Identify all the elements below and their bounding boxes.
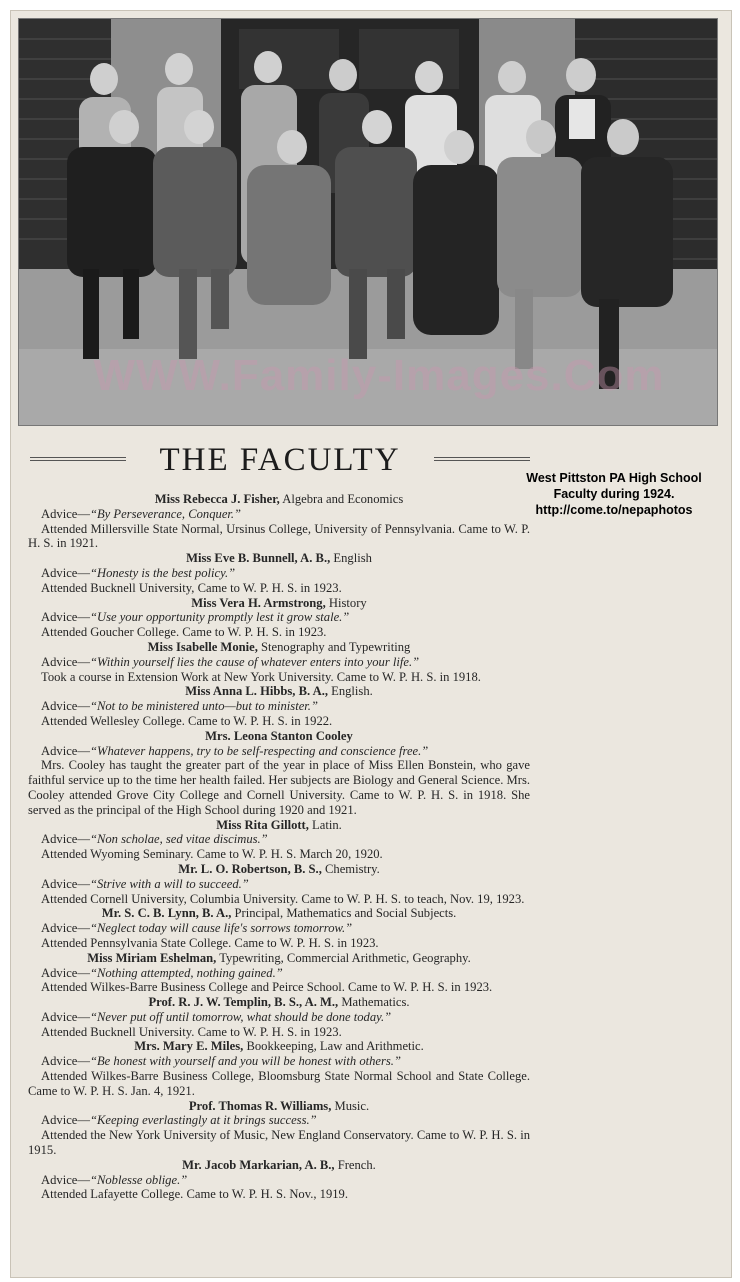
faculty-subject: Bookkeeping, Law and Arithmetic. <box>243 1039 424 1054</box>
faculty-subject: Principal, Mathematics and Social Subjects. <box>231 906 457 921</box>
faculty-name: Miss Rebecca J. Fisher, <box>154 492 280 506</box>
faculty-name: Mr. S. C. B. Lynn, B. A., <box>101 906 232 921</box>
advice-quote: “Neglect today will cause life's sorrows tomorrow.” <box>89 921 353 936</box>
advice-quote: “Strive with a will to succeed.” <box>89 876 249 891</box>
faculty-name: Miss Isabelle Monie, <box>147 639 258 654</box>
faculty-subject: Latin. <box>308 817 342 832</box>
advice-label: Advice— <box>41 743 90 758</box>
entry-advice <box>28 1173 530 1188</box>
faculty-entry <box>28 906 530 950</box>
faculty-entry <box>28 551 530 595</box>
faculty-entry <box>28 492 530 551</box>
caption-line-1: West Pittston PA High School <box>526 471 702 485</box>
faculty-name: Mrs. Leona Stanton Cooley <box>205 728 353 743</box>
faculty-name: Miss Vera H. Armstrong, <box>191 595 326 610</box>
entry-heading <box>28 1039 530 1054</box>
title-rule-right <box>434 457 530 461</box>
advice-quote: “Not to be ministered unto—but to minister.” <box>89 699 318 714</box>
entry-advice <box>28 877 530 892</box>
entry-heading <box>28 818 530 833</box>
entry-advice <box>28 699 530 714</box>
entry-advice <box>28 1010 530 1025</box>
advice-quote: “Noblesse oblige.” <box>89 1172 188 1187</box>
advice-label: Advice— <box>41 921 90 936</box>
faculty-subject: Chemistry. <box>321 861 380 876</box>
entry-body: Attended Goucher College. Came to W. P. H. S. in 1923. <box>41 625 327 640</box>
entry-heading <box>28 729 530 744</box>
faculty-subject: French. <box>334 1157 376 1172</box>
entry-body: Attended Wellesley College. Came to W. P. H. S. in 1922. <box>41 713 333 728</box>
advice-quote: “Within yourself lies the cause of whatever enters into your life.” <box>89 654 420 669</box>
advice-label: Advice— <box>41 699 90 714</box>
entry-advice <box>28 921 530 936</box>
faculty-subject: Typewriting, Commercial Arithmetic, Geography. <box>216 950 471 965</box>
caption-url[interactable]: http://come.to/nepaphotos <box>535 503 693 517</box>
faculty-subject: English <box>330 551 372 566</box>
entry-body: Attended Lafayette College. Came to W. P. H. S. Nov., 1919. <box>41 1187 348 1202</box>
entry-heading <box>28 995 530 1010</box>
faculty-entry <box>28 729 530 818</box>
entry-body: Took a course in Extension Work at New York University. Came to W. P. H. S. in 1918. <box>41 669 481 684</box>
faculty-entry <box>28 684 530 728</box>
faculty-name: Mr. L. O. Robertson, B. S., <box>178 861 322 876</box>
advice-label: Advice— <box>41 1113 90 1128</box>
advice-quote: “By Perseverance, Conquer.” <box>89 506 242 521</box>
faculty-name: Prof. Thomas R. Williams, <box>188 1098 332 1113</box>
entry-advice <box>28 966 530 981</box>
entry-heading <box>28 951 530 966</box>
advice-label: Advice— <box>41 1054 90 1069</box>
entry-advice <box>28 744 530 759</box>
faculty-name: Mrs. Mary E. Miles, <box>134 1039 244 1054</box>
faculty-subject: Mathematics. <box>338 995 410 1010</box>
entry-body: Attended Bucknell University, Came to W. P. H. S. in 1923. <box>41 580 342 595</box>
faculty-subject: English. <box>328 684 373 699</box>
faculty-entry <box>28 640 530 684</box>
entry-heading <box>28 492 530 507</box>
faculty-entry <box>28 1158 530 1202</box>
advice-quote: “Never put off until tomorrow, what should be done today.” <box>89 1009 392 1024</box>
faculty-entry <box>28 995 530 1039</box>
entry-body: Attended Wilkes-Barre Business College and Peirce School. Came to W. P. H. S. in 1923. <box>41 980 493 995</box>
entry-heading <box>28 862 530 877</box>
advice-label: Advice— <box>41 654 90 669</box>
faculty-name: Miss Anna L. Hibbs, B. A., <box>185 684 328 699</box>
entry-body: Attended Millersville State Normal, Ursinus College, University of Pennsylvania. Came to W. P. H. S. in 1921. <box>28 521 530 551</box>
faculty-subject: Music. <box>331 1098 370 1113</box>
advice-label: Advice— <box>41 1009 90 1024</box>
faculty-entry <box>28 1039 530 1098</box>
faculty-entry <box>28 818 530 862</box>
entry-heading <box>28 1158 530 1173</box>
entry-body: Attended Wyoming Seminary. Came to W. P. H. S. March 20, 1920. <box>41 847 383 862</box>
faculty-list <box>28 492 530 1202</box>
advice-quote: “Nothing attempted, nothing gained.” <box>89 965 283 980</box>
advice-label: Advice— <box>41 565 90 580</box>
entry-body: Mrs. Cooley has taught the greater part of the year in place of Miss Ellen Bonstein, who gave faithful service up to the time her health failed. Her subjects are Biology and General Science. Mrs. Cooley attended Grove City College and Cornell University. Came to W. P. H. S. in 1918. She served as the principal of the High School during 1920 and 1921. <box>28 758 530 817</box>
faculty-subject: Stenography and Typewriting <box>257 639 411 654</box>
section-title: THE FACULTY <box>159 442 401 478</box>
entry-heading <box>28 684 530 699</box>
entry-heading <box>28 596 530 611</box>
faculty-name: Miss Eve B. Bunnell, A. B., <box>186 551 331 566</box>
faculty-name: Mr. Jacob Markarian, A. B., <box>182 1157 335 1172</box>
caption-line-2: Faculty during 1924. <box>553 487 675 501</box>
entry-body: Attended Wilkes-Barre Business College, Bloomsburg State Normal School and State College. Came to W. P. H. S. Jan. 4, 1921. <box>28 1069 530 1098</box>
faculty-entry <box>28 596 530 640</box>
faculty-name: Miss Miriam Eshelman, <box>87 950 217 965</box>
photo-caption <box>494 470 734 518</box>
faculty-name: Prof. R. J. W. Templin, B. S., A. M., <box>148 995 339 1010</box>
faculty-entry <box>28 862 530 906</box>
entry-heading <box>28 640 530 655</box>
advice-label: Advice— <box>41 1172 90 1187</box>
advice-label: Advice— <box>41 832 90 847</box>
entry-body: Attended the New York University of Music, New England Conservatory. Came to W. P. H. S. in 1915. <box>28 1128 530 1158</box>
section-title-row <box>30 440 530 480</box>
entry-heading <box>28 551 530 566</box>
entry-heading <box>28 906 530 921</box>
entry-advice <box>28 610 530 625</box>
advice-quote: “Non scholae, sed vitae discimus.” <box>89 832 268 847</box>
entry-heading <box>28 1099 530 1114</box>
entry-body: Attended Pennsylvania State College. Came to W. P. H. S. in 1923. <box>41 935 379 950</box>
entry-advice <box>28 1054 530 1069</box>
faculty-group-photo <box>18 18 718 426</box>
advice-label: Advice— <box>41 506 90 521</box>
entry-advice <box>28 507 530 522</box>
advice-label: Advice— <box>41 610 90 625</box>
faculty-subject: History <box>325 595 367 610</box>
entry-advice <box>28 832 530 847</box>
faculty-subject: Algebra and Economics <box>279 492 404 506</box>
photo-watermark: WWW.Family-Images.Com <box>93 351 665 400</box>
faculty-name: Miss Rita Gillott, <box>216 817 309 832</box>
entry-advice <box>28 566 530 581</box>
advice-quote: “Honesty is the best policy.” <box>89 565 236 580</box>
advice-label: Advice— <box>41 965 90 980</box>
advice-quote: “Keeping everlastingly at it brings success.” <box>89 1113 317 1128</box>
advice-quote: “Be honest with yourself and you will be honest with others.” <box>89 1054 401 1069</box>
entry-advice <box>28 655 530 670</box>
entry-body: Attended Bucknell University. Came to W. P. H. S. in 1923. <box>41 1024 342 1039</box>
faculty-entry <box>28 1099 530 1158</box>
advice-quote: “Use your opportunity promptly lest it grow stale.” <box>89 610 350 625</box>
faculty-entry <box>28 951 530 995</box>
entry-body: Attended Cornell University, Columbia University. Came to W. P. H. S. to teach, Nov. 19, 1923. <box>41 891 525 906</box>
advice-quote: “Whatever happens, try to be self-respecting and conscience free.” <box>89 743 429 758</box>
entry-advice <box>28 1113 530 1128</box>
advice-label: Advice— <box>41 876 90 891</box>
